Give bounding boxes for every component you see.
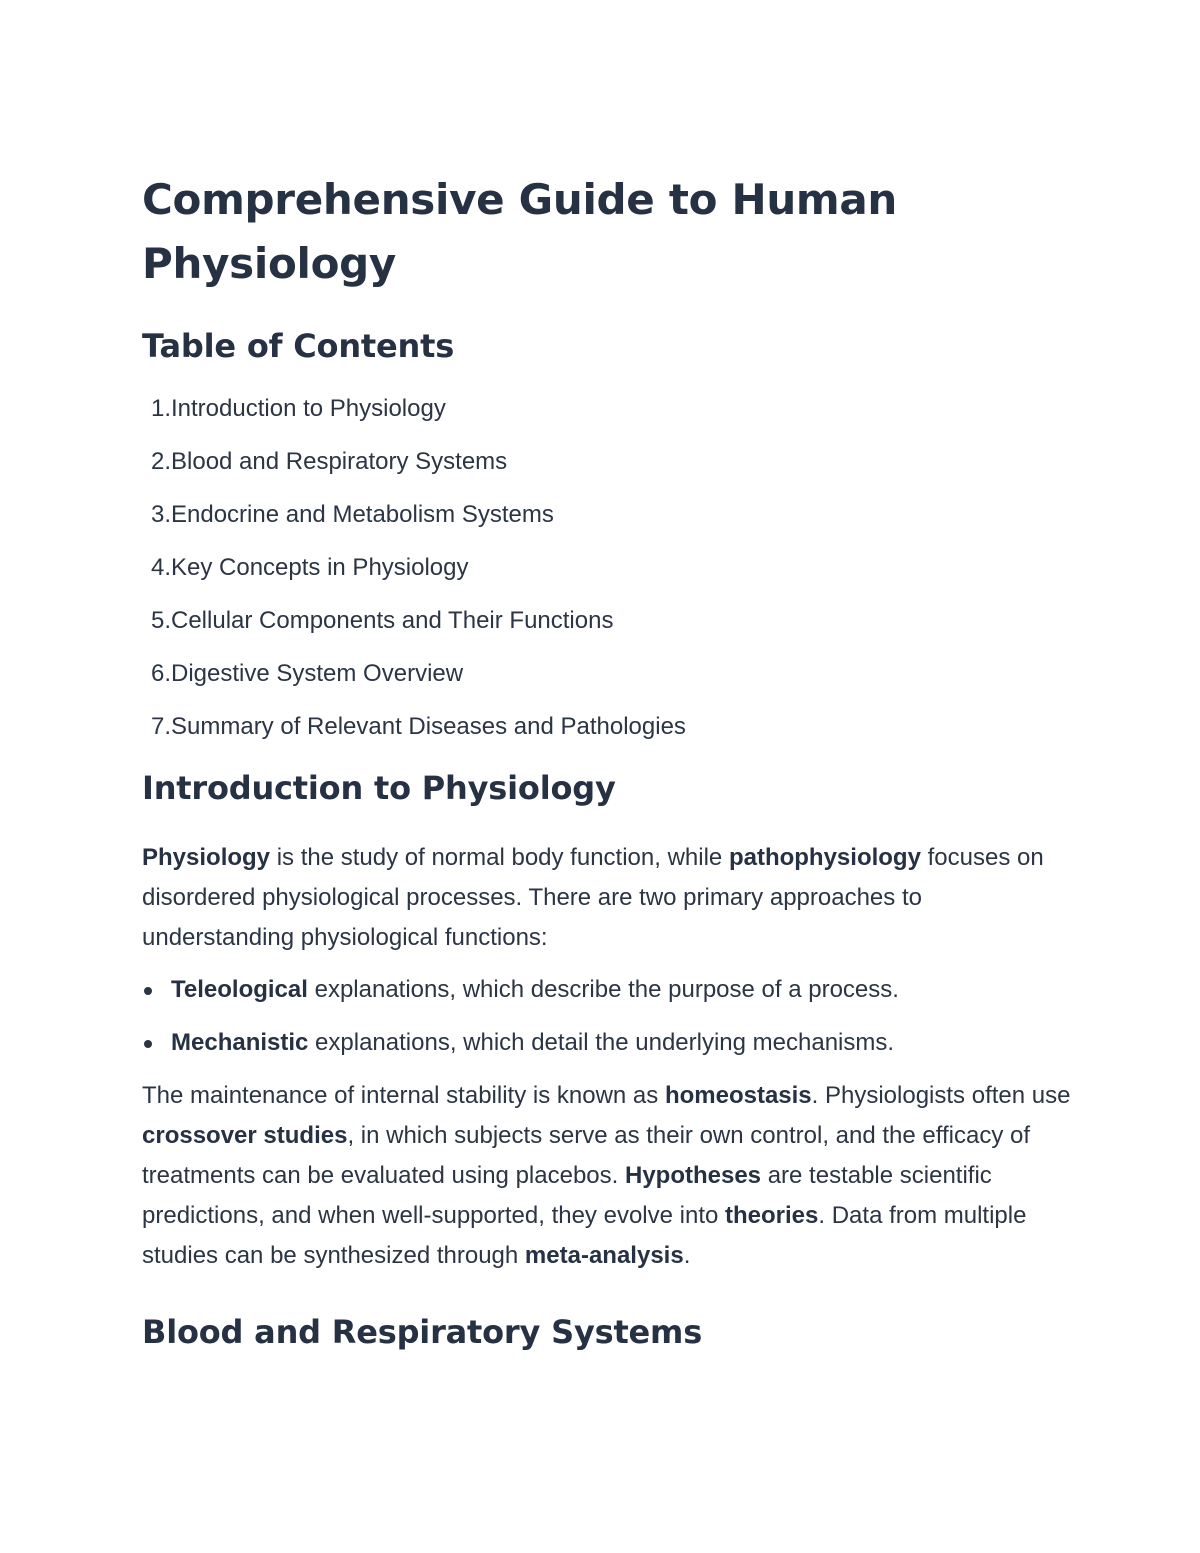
term-meta-analysis: meta-analysis: [524, 1242, 684, 1269]
toc-item-label: Introduction to Physiology: [171, 395, 446, 422]
term-mechanistic: Mechanistic: [171, 1029, 309, 1056]
toc-item-number: 5.: [150, 607, 171, 634]
term-physiology: Physiology: [142, 844, 271, 871]
text-run: explanations, which describe the purpose of a process.: [307, 976, 899, 1003]
approaches-list: [142, 970, 1072, 1063]
toc-item-label: Digestive System Overview: [171, 660, 464, 687]
toc-item: [142, 500, 1072, 530]
term-pathophysiology: pathophysiology: [728, 844, 921, 871]
text-run: is the study of normal body function, while: [270, 844, 729, 871]
toc-item-label: Endocrine and Metabolism Systems: [171, 501, 554, 528]
section-heading-blood-respiratory: Blood and Respiratory Systems: [142, 1313, 703, 1351]
toc-item-number: 2.: [150, 448, 171, 475]
toc-heading: Table of Contents: [142, 327, 455, 365]
toc-item-number: 7.: [150, 713, 171, 740]
toc-item: [142, 394, 1072, 424]
text-run: The maintenance of internal stability is known as: [142, 1082, 665, 1109]
text-run: focuses on disordered physiological processes. There are two primary approaches to understanding physiological functions:: [142, 844, 1044, 951]
toc-item: [142, 659, 1072, 689]
toc-item-label: Key Concepts in Physiology: [171, 554, 469, 581]
term-teleological: Teleological: [171, 976, 308, 1003]
text-run: explanations, which detail the underlying mechanisms.: [308, 1029, 895, 1056]
document-title: Comprehensive Guide to Human Physiology: [142, 175, 898, 288]
toc-item-label: Cellular Components and Their Functions: [171, 607, 614, 634]
text-run: . Data from multiple studies can be synthesized through: [142, 1202, 1027, 1269]
term-hypotheses: Hypotheses: [624, 1162, 762, 1189]
term-crossover-studies: crossover studies: [142, 1122, 348, 1149]
text-run: . Physiologists often use: [811, 1082, 1071, 1109]
section-heading-introduction: Introduction to Physiology: [142, 769, 616, 807]
toc-item: [142, 553, 1072, 583]
toc-item-number: 6.: [150, 660, 171, 687]
text-run: .: [683, 1242, 691, 1269]
text-run: are testable scientific predictions, and when well-supported, they evolve into: [142, 1162, 992, 1229]
list-item: [142, 1023, 1072, 1063]
toc-item-number: 1.: [150, 395, 171, 422]
toc-item: [142, 447, 1072, 477]
bullet-icon: [144, 1040, 152, 1048]
text-run: , in which subjects serve as their own control, and the efficacy of treatments can be evaluated using placebos.: [142, 1122, 1031, 1189]
intro-paragraph: [142, 838, 1072, 958]
bullet-icon: [144, 987, 152, 995]
term-homeostasis: homeostasis: [664, 1082, 812, 1109]
toc-item-label: Summary of Relevant Diseases and Pathologies: [171, 713, 686, 740]
term-theories: theories: [725, 1202, 819, 1229]
list-item: [142, 970, 1072, 1010]
toc-item-number: 4.: [150, 554, 171, 581]
document-page: [142, 168, 1072, 1354]
toc-item: [142, 712, 1072, 742]
homeostasis-paragraph: [142, 1076, 1072, 1276]
table-of-contents: [142, 394, 1072, 742]
toc-item: [142, 606, 1072, 636]
toc-item-label: Blood and Respiratory Systems: [171, 448, 508, 475]
toc-item-number: 3.: [150, 501, 171, 528]
